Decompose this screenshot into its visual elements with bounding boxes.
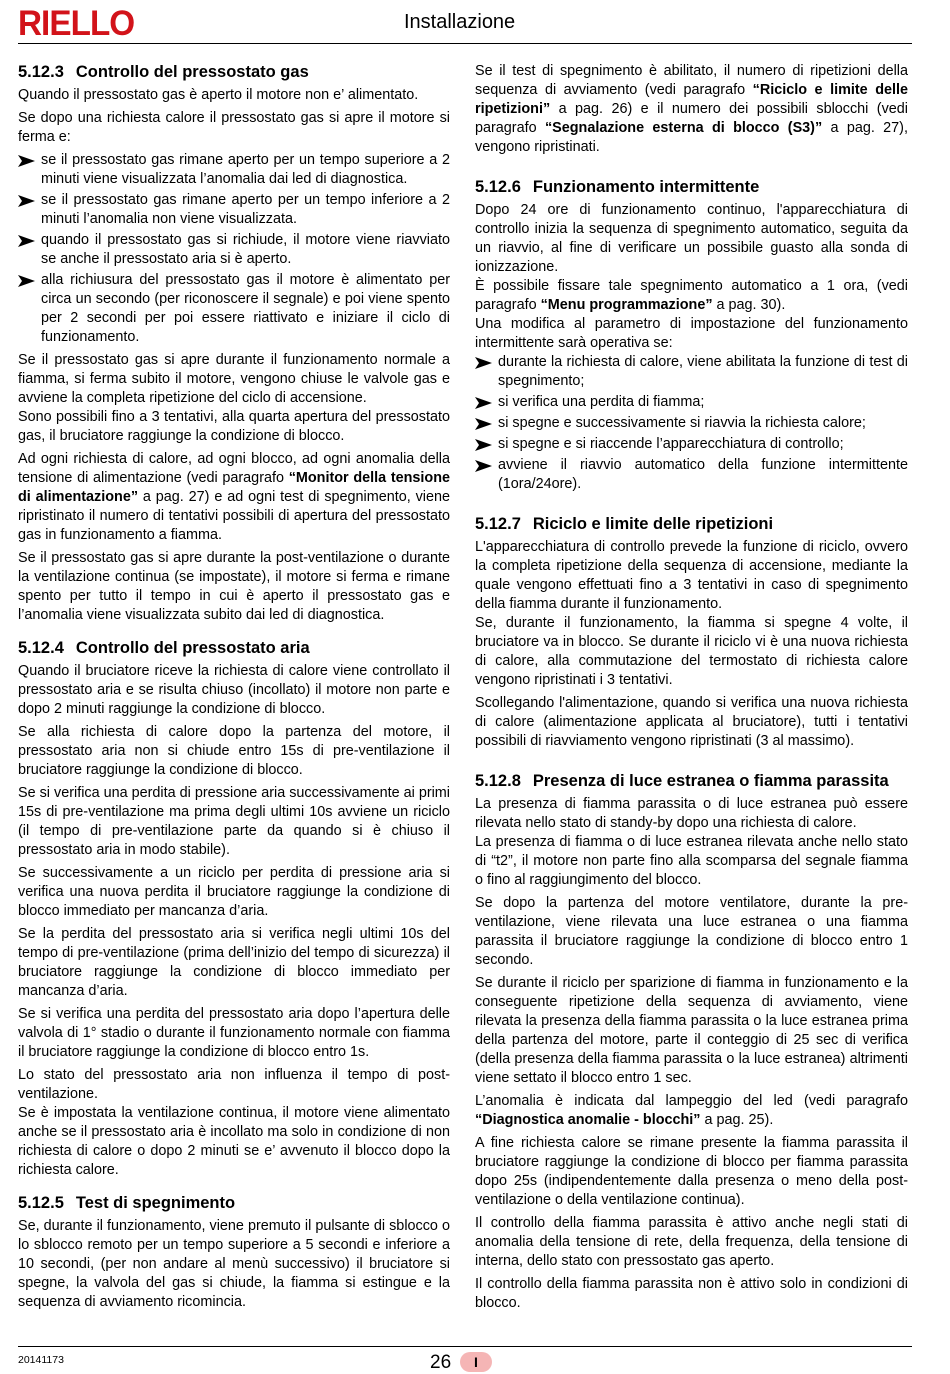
arrow-bullet-icon (18, 155, 35, 167)
brand-logo: RIELLO (18, 4, 135, 43)
paragraph: Se dopo una richiesta calore il pressostato gas si apre il motore si ferma e: (18, 110, 450, 145)
section-heading-5-12-8: 5.12.8 Presenza di luce estranea o fiamma parassita (475, 772, 889, 790)
bullet-list (475, 353, 908, 494)
paragraph: Se si verifica una perdita del pressostato aria dopo l’apertura delle valvola di 1° stadio o durante il funzionamento normale con fiamma il bruciatore raggiunge la condizione di blocco entro 1s. (18, 1006, 450, 1060)
cross-reference: “Monitor della tensione di alimentazione” (18, 470, 450, 505)
list-item: avviene il riavvio automatico della funzione intermittente (1ora/24ore). (475, 456, 908, 494)
section-heading-5-12-5: 5.12.5 Test di spegnimento (18, 1194, 236, 1212)
paragraph: Se, durante il funzionamento, viene premuto il pulsante di sblocco o lo sblocco remoto per un tempo superiore a 5 secondi e inferiore a 10 secondi, (per non andare al menù successivo) il bruciatore si spegne, la valvola del gas si chiude, la fiamma si estingue e la sequenza di avviamento ricomincia. (18, 1218, 450, 1310)
paragraph: Se il pressostato gas si apre durante la post-ventilazione o durante la ventilazione continua (se impostate), il motore si ferma e rimane spento per tutto il tempo in cui è aperto il pressostato gas e l’anomalia viene visualizzata subito dai led di diagnostica. (18, 550, 450, 623)
paragraph: Se successivamente a un riciclo per perdita di pressione aria si verifica una nuova perdita il bruciatore raggiunge la condizione di blocco immediato per mancanza d’aria. (18, 865, 450, 919)
page-number: 26 (430, 1352, 452, 1373)
paragraph: Se si verifica una perdita di pressione aria successivamente ai primi 15s di pre-ventilazione ma prima degli ultimi 10s avviene un riciclo (il tempo di pre-ventilazione parte da quando si è chiuso il pressostato aria in modo stabile). (18, 785, 450, 858)
document-code: 20141173 (18, 1354, 64, 1366)
arrow-bullet-icon (475, 460, 492, 472)
paragraph: Una modifica al parametro di impostazione del funzionamento intermittente sarà operativa se: (475, 316, 908, 351)
right-column (475, 62, 908, 1317)
list-item: si verifica una perdita di fiamma; (475, 393, 908, 412)
paragraph: La presenza di fiamma o di luce estranea rilevata anche nello stato di “t2”, il motore non parte fino alla scomparsa del segnale fiamma o fino al raggiungimento del blocco. (475, 834, 908, 888)
paragraph: Dopo 24 ore di funzionamento continuo, l'apparecchiatura di controllo inizia la sequenza di spegnimento automatico, seguita da un riavvio, al fine di verificare un possibile guasto alla sonda di ionizzazione. (475, 202, 908, 275)
paragraph: L’anomalia è indicata dal lampeggio del led (vedi paragrafo “Diagnostica anomalie - blocchi” a pag. 25). (475, 1093, 908, 1128)
section-heading-5-12-4: 5.12.4 Controllo del pressostato aria (18, 639, 310, 657)
paragraph: Il controllo della fiamma parassita è attivo anche negli stati di anomalia della tensione di rete, della frequenza, della tensione di interna, dello stato con pressostato gas aperto. (475, 1215, 908, 1269)
paragraph: Scollegando l'alimentazione, quando si verifica una nuova richiesta di calore (alimentazione applicata al bruciatore), tutti i tentativi possibili di riavviamento vengono ripristinati (3 al massimo). (475, 695, 908, 749)
paragraph: L'apparecchiatura di controllo prevede la funzione di riciclo, ovvero la completa ripetizione della sequenza di accensione, mediante la quale vengono effettuati fino a 3 tentativi in caso di spegnimento della fiamma durante il funzionamento. (475, 539, 908, 612)
paragraph: È possibile fissare tale spegnimento automatico a 1 ora, (vedi paragrafo “Menu programmazione” a pag. 30). (475, 278, 908, 313)
cross-reference: “Menu programmazione” (540, 297, 713, 313)
list-item: alla richiusura del pressostato gas il motore è alimentato per circa un secondo (per riconoscere il segnale) e poi viene spento per 2 secondi per poi essere riattivato e iniziare il ciclo di funzionamento. (18, 271, 450, 347)
paragraph: Se il test di spegnimento è abilitato, il numero di ripetizioni della sequenza di avviamento (vedi paragrafo “Riciclo e limite delle ripetizioni” a pag. 26) e il numero dei possibili sblocchi (vedi paragrafo “Segnalazione esterna di blocco (S3)” a pag. 27), vengono ripristinati. (475, 63, 908, 155)
arrow-bullet-icon (18, 275, 35, 287)
paragraph: A fine richiesta calore se rimane presente la fiamma parassita il bruciatore raggiunge la condizione di blocco per fiamma parassita dopo 25s (indipendentemente dalla presenza o meno della post-ventilazione o della ventilazione continua). (475, 1135, 908, 1208)
paragraph: La presenza di fiamma parassita o di luce estranea può essere rilevata nello stato di standy-by dopo una richiesta di calore. (475, 796, 908, 831)
list-item: quando il pressostato gas si richiude, il motore viene riavviato se anche il pressostato aria si è aperto. (18, 231, 450, 269)
list-item: se il pressostato gas rimane aperto per un tempo superiore a 2 minuti viene visualizzata l’anomalia dai led di diagnostica. (18, 151, 450, 189)
paragraph: Se, durante il funzionamento, la fiamma si spegne 4 volte, il bruciatore va in blocco. Se durante il riciclo vi è una nuova richiesta di calore, alla commutazione del termostato di richiesta calore vengono ripristinati i 3 tentativi. (475, 615, 908, 688)
paragraph: Quando il pressostato gas è aperto il motore non e’ alimentato. (18, 87, 419, 103)
arrow-bullet-icon (475, 357, 492, 369)
cross-reference: “Diagnostica anomalie - blocchi” (475, 1112, 701, 1128)
paragraph: Lo stato del pressostato aria non influenza il tempo di post-ventilazione. (18, 1067, 450, 1102)
list-item: si spegne e successivamente si riavvia la richiesta calore; (475, 414, 908, 433)
footer-divider (18, 1346, 912, 1347)
cross-reference: “Riciclo e limite delle ripetizioni” (475, 82, 908, 117)
list-item: durante la richiesta di calore, viene abilitata la funzione di test di spegnimento; (475, 353, 908, 391)
arrow-bullet-icon (475, 397, 492, 409)
left-column (18, 62, 450, 1316)
section-heading-5-12-6: 5.12.6 Funzionamento intermittente (475, 178, 760, 196)
section-heading-5-12-3: 5.12.3 Controllo del pressostato gas (18, 63, 309, 81)
list-item: se il pressostato gas rimane aperto per un tempo inferiore a 2 minuti l’anomalia non viene visualizzata. (18, 191, 450, 229)
arrow-bullet-icon (18, 235, 35, 247)
paragraph: Se dopo la partenza del motore ventilatore, durante la pre-ventilazione, viene rilevata una luce estranea o una fiamma parassita il bruciatore raggiunge la condizione di blocco entro 1 secondo. (475, 895, 908, 968)
language-badge: I (460, 1352, 492, 1372)
header-divider (18, 43, 912, 44)
paragraph: Quando il bruciatore riceve la richiesta di calore viene controllato il pressostato aria e se risulta chiuso (incollato) il motore non parte e dopo 2 minuti raggiunge la condizione di blocco. (18, 663, 450, 717)
paragraph: Se durante il riciclo per sparizione di fiamma in funzionamento e la conseguente ripetizione della sequenza di avviamento, viene rilevata la presenza della fiamma parassita o la luce estranea prima della partenza del motore, parte il conteggio di 25 sec di verifica (della presenza della fiamma parassita o la luce estranea) altrimenti viene settato il blocco entro 1 sec. (475, 975, 908, 1086)
paragraph: Ad ogni richiesta di calore, ad ogni blocco, ad ogni anomalia della tensione di alimentazione (vedi paragrafo “Monitor della tensione di alimentazione” a pag. 27) e ad ogni test di spegnimento, viene ripristinato il numero di tentativi possibili di apertura del pressostato gas in funzionamento a fiamma. (18, 451, 450, 543)
paragraph: Se il pressostato gas si apre durante il funzionamento normale a fiamma, si ferma subito il motore, vengono chiuse le valvole gas e avviene la completa ripetizione del ciclo di accensione. (18, 352, 450, 406)
section-heading-5-12-7: 5.12.7 Riciclo e limite delle ripetizioni (475, 515, 774, 533)
arrow-bullet-icon (18, 195, 35, 207)
list-item: si spegne e si riaccende l’apparecchiatura di controllo; (475, 435, 908, 454)
arrow-bullet-icon (475, 439, 492, 451)
page-header-title: Installazione (404, 11, 516, 33)
paragraph: Se la perdita del pressostato aria si verifica negli ultimi 10s del tempo di pre-ventilazione (prima dell’inizio del tempo di sicurezza) il bruciatore raggiunge la condizione di blocco immediato per mancanza d’aria. (18, 926, 450, 999)
paragraph: Se è impostata la ventilazione continua, il motore viene alimentato anche se il pressostato aria è incollato ma solo in condizione di non richiesta di calore o dopo 2 minuti se e’ avvenuto il blocco dopo la richiesta calore. (18, 1105, 450, 1178)
paragraph: Sono possibili fino a 3 tentativi, alla quarta apertura del pressostato gas, il bruciatore raggiunge la condizione di blocco. (18, 409, 450, 444)
paragraph: Il controllo della fiamma parassita non è attivo solo in condizioni di blocco. (475, 1276, 908, 1311)
bullet-list (18, 151, 450, 347)
paragraph: Se alla richiesta di calore dopo la partenza del motore, il pressostato aria non si chiude entro 15s di pre-ventilazione il bruciatore raggiunge la condizione di blocco. (18, 724, 450, 778)
cross-reference: “Segnalazione esterna di blocco (S3)” (544, 120, 823, 136)
arrow-bullet-icon (475, 418, 492, 430)
